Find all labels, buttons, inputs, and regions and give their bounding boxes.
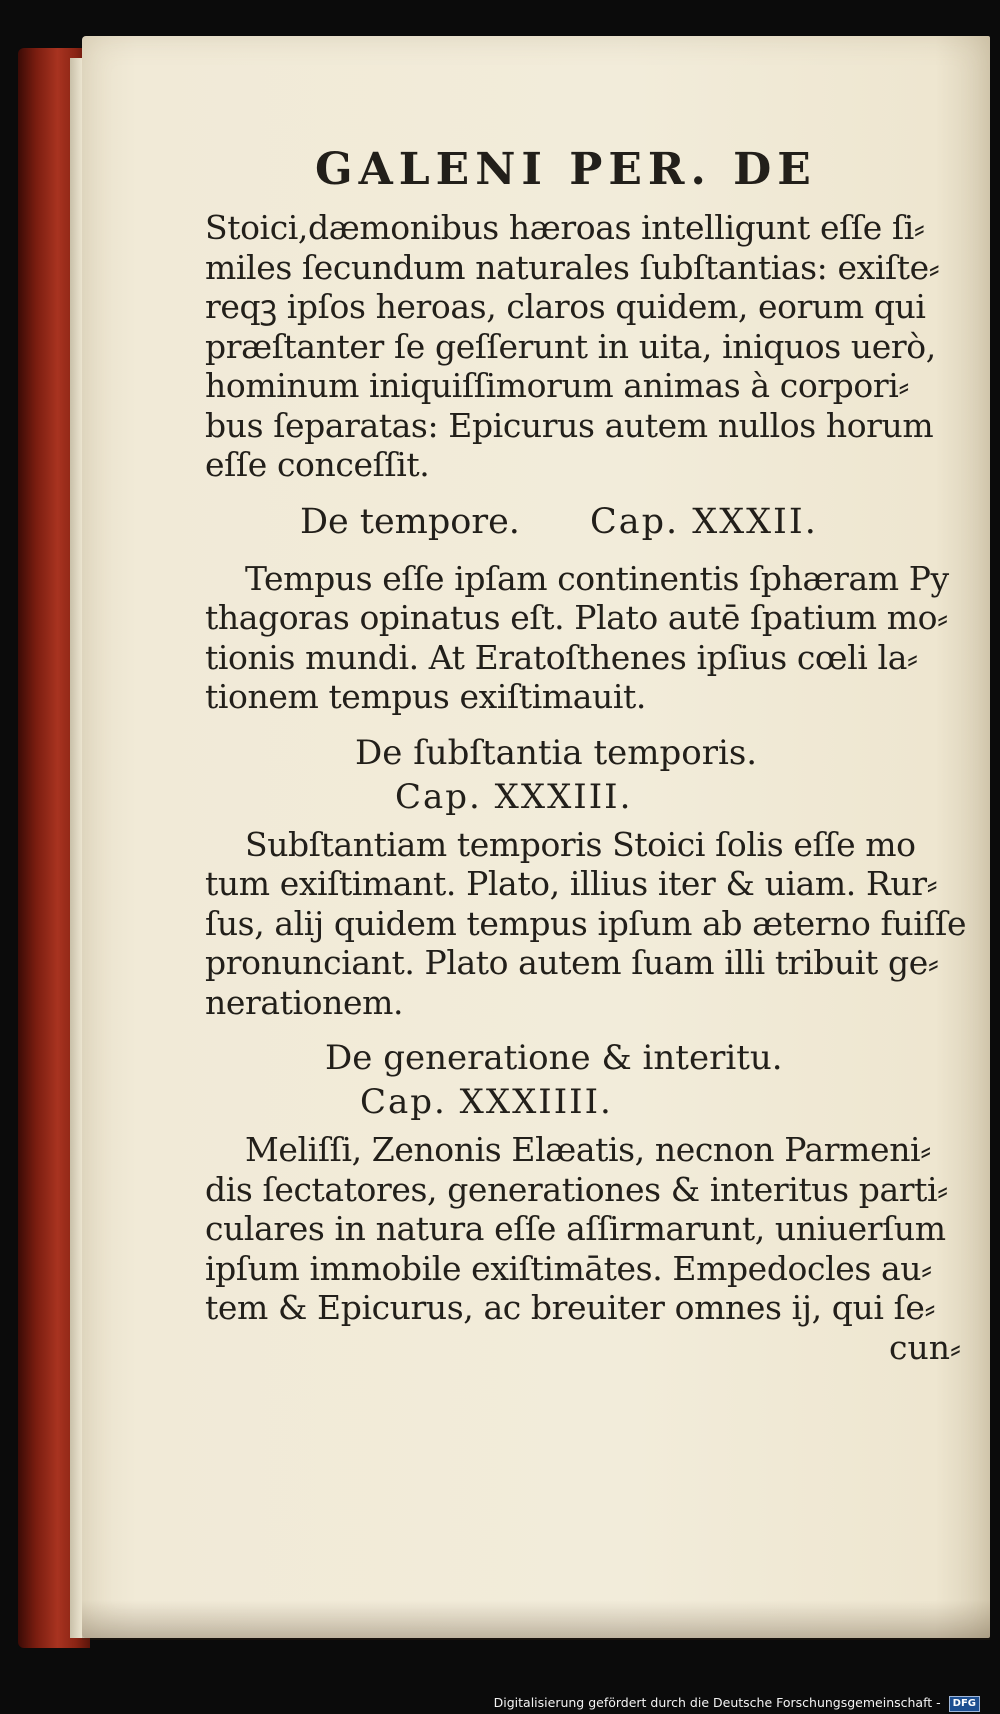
text-line: præſtanter ſe geſſerunt in uita, iniquos uerò, [205,326,936,366]
text-line: reqꝫ ipſos heroas, claros quidem, eorum qui [205,287,926,326]
text-line: Meliſſi, Zenonis Elæatis, necnon Parmeni⸗ [245,1130,931,1169]
text-line: tum exiſtimant. Plato, illius iter & uiam. Rur⸗ [205,864,938,903]
chapter-heading [205,497,965,547]
chapter-number: Cap. XXXII. [590,501,818,542]
text-line: ſus, alij quidem tempus ipſum ab æterno fuiſſe [205,903,967,943]
text-line: Subſtantiam temporis Stoici ſolis eſſe mo [245,824,916,864]
chapter-title: De tempore. [300,501,520,542]
text-line: dis ſectatores, generationes & interitus parti⸗ [205,1169,948,1209]
running-head: GALENI PER. DE [315,144,817,195]
chapter-title: De generatione & interitu. [325,1038,783,1078]
catchword: cun⸗ [889,1327,961,1367]
chapter-paragraph [205,825,965,1023]
text-line: Tempus eſſe ipſam continentis ſphæram Py [245,558,949,598]
text-line: nerationem. [205,982,404,1022]
chapter-paragraph [205,559,965,717]
footer-text: Digitalisierung gefördert durch die Deutsche Forschungsgemeinschaft - [493,1695,941,1710]
intro-paragraph [205,208,965,485]
page-text [205,140,965,1368]
text-line: tem & Epicurus, ac breuiter omnes ij, qui ſe⸗ [205,1288,936,1327]
text-line: pronunciant. Plato autem ſuam illi tribuit ge⸗ [205,943,939,982]
text-line: eſſe conceſſit. [205,445,430,484]
text-line: bus ſeparatas: Epicurus autem nullos horum [205,405,934,445]
text-line: hominum iniquiſſimorum animas à corpori⸗ [205,366,909,405]
footer-credit [0,1692,1000,1714]
text-line: tionis mundi. At Eratoſthenes ipſius cœli la⸗ [205,637,918,677]
text-line: tionem tempus exiſtimauit. [205,677,646,716]
chapter-number: Cap. XXXIII. [395,776,633,817]
text-line: ipſum immobile exiſtimātes. Empedocles au⸗ [205,1248,932,1288]
dfg-logo: DFG [949,1696,980,1712]
text-line: Stoici,dæmonibus hæroas intelligunt eſſe ſi⸗ [205,208,925,247]
chapter-paragraph [205,1130,965,1368]
chapter-title: De ſubſtantia temporis. [355,732,758,773]
text-line: thagoras opinatus eſt. Plato autē ſpatium mo⸗ [205,598,948,637]
text-line: miles ſecundum naturales ſubſtantias: exiſte⸗ [205,247,940,287]
chapter-number: Cap. XXXIIII. [360,1082,613,1122]
page-shadow [82,1600,990,1640]
text-line: culares in natura eſſe aſſirmarunt, uniuerſum [205,1209,946,1248]
